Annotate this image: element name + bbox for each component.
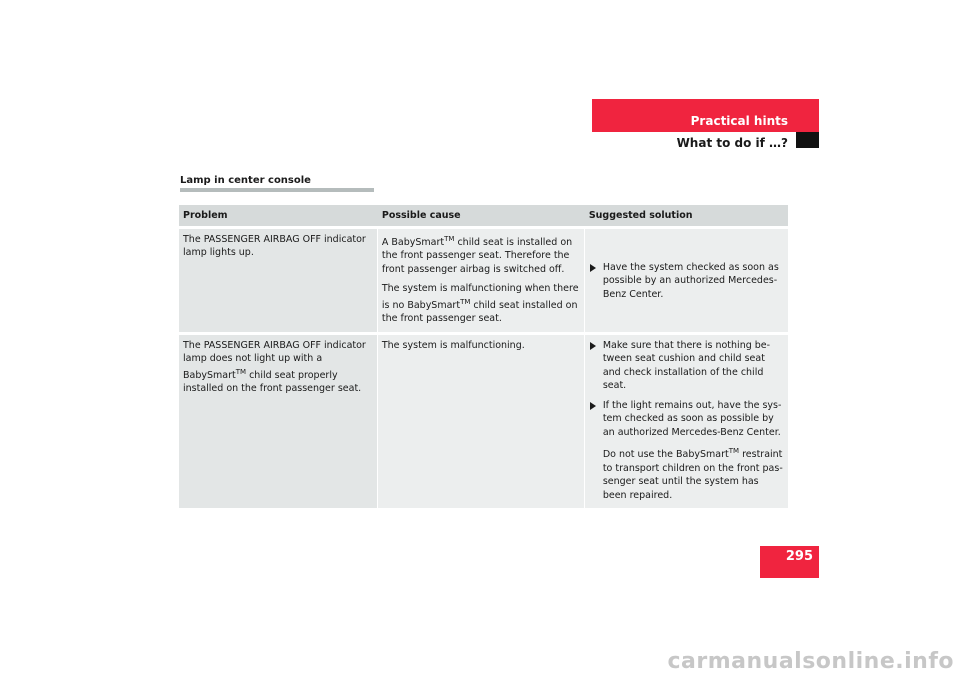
cause-text: A BabySmart™ child seat is installed on the front passenger seat. Therefore the front passenger airbag is switched off.	[381, 234, 573, 275]
arrow-bullet-icon	[590, 402, 596, 410]
header-tab-black	[796, 132, 819, 148]
header-tab-red	[796, 99, 819, 132]
problem-cell	[179, 229, 378, 335]
solution-step: If the light remains out, have the sys-tem checked as soon as possible by an authorized Mercedes-Benz Center.	[589, 399, 784, 440]
cause-cell	[378, 229, 585, 335]
solution-step: Make sure that there is nothing be-tween seat cushion and child seat and check installation of the child seat.	[589, 339, 784, 393]
table-row	[179, 335, 788, 509]
cause-text: The system is malfunctioning when there is no BabySmart™ child seat installed on the front passenger seat.	[381, 283, 579, 325]
header-subsection-title: What to do if …?	[676, 136, 788, 150]
cause-cell	[378, 335, 585, 509]
header-section-title: Practical hints	[690, 114, 788, 128]
table-header-row	[179, 205, 788, 229]
problem-text: The PASSENGER AIRBAG OFF indicator lamp lights up.	[183, 233, 366, 258]
header-solution: Suggested solution	[585, 205, 788, 229]
cause-text: The system is malfunctioning.	[381, 339, 525, 351]
header-subsection-row	[592, 132, 796, 148]
table-row	[179, 229, 788, 335]
problem-cell	[179, 335, 378, 509]
solution-step: Have the system checked as soon as possible by an authorized Mercedes-Benz Center.	[589, 261, 784, 302]
section-title: Lamp in center console	[180, 175, 311, 186]
solution-cell	[585, 229, 788, 335]
troubleshooting-table	[179, 205, 788, 508]
watermark-text: carmanualsonline.info	[667, 649, 954, 674]
header-cause: Possible cause	[378, 205, 585, 229]
header-section-banner	[592, 99, 796, 132]
section-rule	[180, 188, 374, 192]
arrow-bullet-icon	[590, 342, 596, 350]
problem-text: The PASSENGER AIRBAG OFF indicator lamp does not light up with a BabySmart™ child seat properly installed on the front passenger seat.	[183, 339, 366, 395]
header-problem: Problem	[179, 205, 378, 229]
solution-cell	[585, 335, 788, 509]
page-number: 295	[760, 546, 819, 578]
solution-note: Do not use the BabySmart™ restraint to transport children on the front pas-senger seat until the system has been repaired.	[602, 447, 783, 501]
arrow-bullet-icon	[590, 264, 596, 272]
